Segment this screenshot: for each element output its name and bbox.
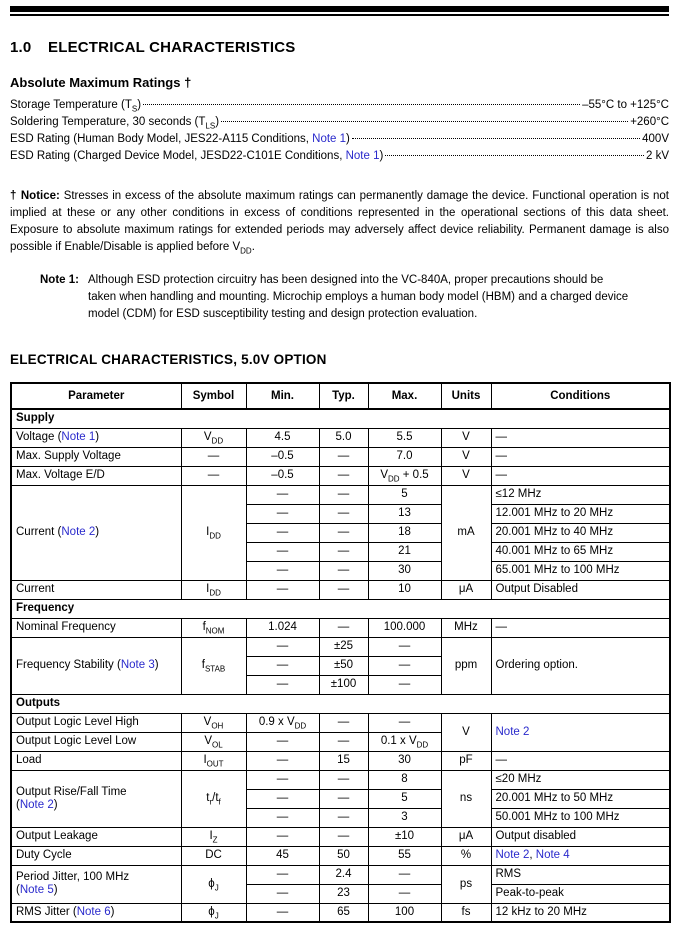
table-cell: 45 xyxy=(246,846,319,865)
column-header: Parameter xyxy=(11,383,181,409)
table-cell: $f_{STAB}$ xyxy=(181,637,246,694)
table-cell: — xyxy=(368,656,441,675)
table-cell: RMS Jitter (Note 6) xyxy=(11,903,181,922)
section-label: Outputs xyxy=(11,694,670,713)
table-cell: $V_{DD} + 0.5$ xyxy=(368,466,441,485)
note-link[interactable]: Note 1 xyxy=(312,133,347,145)
table-cell: — xyxy=(368,637,441,656)
table-cell: μA xyxy=(441,580,491,599)
table-cell: Output Logic Level Low xyxy=(11,732,181,751)
note-link[interactable]: Note 2 xyxy=(495,849,530,861)
table-cell: V xyxy=(441,428,491,447)
table-cell: 12 kHz to 20 MHz xyxy=(491,903,670,922)
table-cell: — xyxy=(368,675,441,694)
table-cell: — xyxy=(246,580,319,599)
table-cell: — xyxy=(319,713,368,732)
table-cell: 5 xyxy=(368,485,441,504)
table-cell: 30 xyxy=(368,751,441,770)
dot-leader xyxy=(352,138,640,139)
table-cell: Load xyxy=(11,751,181,770)
table-cell: 20.001 MHz to 50 MHz xyxy=(491,789,670,808)
table-cell: 15 xyxy=(319,751,368,770)
table-cell: DC xyxy=(181,846,246,865)
table-cell: $I_Z$ xyxy=(181,827,246,846)
column-header: Conditions xyxy=(491,383,670,409)
table-title: ELECTRICAL CHARACTERISTICS, 5.0V OPTION xyxy=(10,352,327,367)
table-cell: 21 xyxy=(368,542,441,561)
notice-paragraph xyxy=(10,188,669,256)
table-cell: — xyxy=(246,561,319,580)
section-row xyxy=(11,409,670,428)
table-cell: V xyxy=(441,447,491,466)
table-cell: — xyxy=(246,675,319,694)
table-row xyxy=(11,827,670,846)
table-cell: 55 xyxy=(368,846,441,865)
note1-label: Note 1: xyxy=(40,274,79,286)
table-cell: ppm xyxy=(441,637,491,694)
table-body xyxy=(11,409,670,922)
table-cell: — xyxy=(491,466,670,485)
table-cell: 20.001 MHz to 40 MHz xyxy=(491,523,670,542)
abs-max-title: Absolute Maximum Ratings † xyxy=(10,75,192,90)
table-cell: 0.9 x $V_{DD}$ xyxy=(246,713,319,732)
table-cell: — xyxy=(246,637,319,656)
section-label: Supply xyxy=(11,409,670,428)
table-cell: fs xyxy=(441,903,491,922)
table-row xyxy=(11,846,670,865)
table-cell: — xyxy=(491,618,670,637)
note-link[interactable]: Note 2 xyxy=(19,798,54,811)
table-row xyxy=(11,903,670,922)
table-cell: — xyxy=(246,485,319,504)
table-cell: $V_{OH}$ xyxy=(181,713,246,732)
column-header: Symbol xyxy=(181,383,246,409)
table-cell: μA xyxy=(441,827,491,846)
table-cell: — xyxy=(368,865,441,884)
table-cell: — xyxy=(246,504,319,523)
top-rule-thick xyxy=(10,6,669,12)
table-cell: — xyxy=(319,618,368,637)
rating-line xyxy=(10,99,669,116)
table-cell xyxy=(491,713,670,751)
note-link[interactable]: Note 5 xyxy=(19,884,54,896)
table-cell: ns xyxy=(441,770,491,827)
table-cell: MHz xyxy=(441,618,491,637)
table-cell: Max. Supply Voltage xyxy=(11,447,181,466)
table-cell: — xyxy=(319,732,368,751)
table-cell: Current (Note 2) xyxy=(11,485,181,580)
table-cell: Note 2, Note 4 xyxy=(491,846,670,865)
section-label: Frequency xyxy=(11,599,670,618)
table-cell: — xyxy=(319,561,368,580)
table-cell: 2.4 xyxy=(319,865,368,884)
rating-line xyxy=(10,116,669,133)
table-cell: 10 xyxy=(368,580,441,599)
table-cell: — xyxy=(246,808,319,827)
table-row xyxy=(11,580,670,599)
table-cell: — xyxy=(246,656,319,675)
dot-leader xyxy=(221,121,628,122)
table-cell: — xyxy=(246,542,319,561)
table-cell: 7.0 xyxy=(368,447,441,466)
table-row xyxy=(11,466,670,485)
table-cell: Output Rise/Fall Time (Note 2) xyxy=(11,770,181,827)
table-cell: $f_{NOM}$ xyxy=(181,618,246,637)
table-cell: 30 xyxy=(368,561,441,580)
table-cell: $t_r/t_f$ xyxy=(181,770,246,827)
table-cell: V xyxy=(441,466,491,485)
electrical-characteristics-table xyxy=(10,382,671,923)
column-header: Units xyxy=(441,383,491,409)
rating-line xyxy=(10,133,669,150)
section-number: 1.0 xyxy=(10,39,32,56)
table-cell: Voltage (Note 1) xyxy=(11,428,181,447)
table-cell: Max. Voltage E/D xyxy=(11,466,181,485)
table-cell: — xyxy=(246,827,319,846)
table-cell: — xyxy=(181,447,246,466)
table-cell: — xyxy=(319,504,368,523)
table-cell: RMS xyxy=(491,865,670,884)
dot-leader xyxy=(143,104,580,105)
table-cell: 1.024 xyxy=(246,618,319,637)
datasheet-page xyxy=(0,6,679,929)
table-cell: Frequency Stability (Note 3) xyxy=(11,637,181,694)
table-cell: — xyxy=(319,827,368,846)
table-cell: 0.1 x $V_{DD}$ xyxy=(368,732,441,751)
section-heading xyxy=(10,39,669,56)
note-link[interactable]: Note 3 xyxy=(120,659,155,671)
table-cell: Ordering option. xyxy=(491,637,670,694)
table-cell: ps xyxy=(441,865,491,903)
dot-leader xyxy=(385,155,644,156)
table-row xyxy=(11,637,670,656)
table-cell: — xyxy=(319,580,368,599)
table-cell: Duty Cycle xyxy=(11,846,181,865)
table-cell: 100 xyxy=(368,903,441,922)
table-cell: $I_{DD}$ xyxy=(181,580,246,599)
column-header: Max. xyxy=(368,383,441,409)
note-link[interactable]: Note 2 xyxy=(495,725,530,738)
rating-label: ESD Rating (Human Body Model, JES22-A115 Conditions, Note 1) xyxy=(10,133,350,145)
rating-label: Storage Temperature $(T_S)$ xyxy=(10,99,142,114)
table-head xyxy=(11,383,670,409)
table-cell: ≤20 MHz xyxy=(491,770,670,789)
section-title: ELECTRICAL CHARACTERISTICS xyxy=(48,39,296,56)
table-cell: ±10 xyxy=(368,827,441,846)
table-cell: Nominal Frequency xyxy=(11,618,181,637)
table-cell: % xyxy=(441,846,491,865)
table-cell: 5 xyxy=(368,789,441,808)
table-cell: ±25 xyxy=(319,637,368,656)
table-cell: $V_{OL}$ xyxy=(181,732,246,751)
table-cell: — xyxy=(319,523,368,542)
table-row xyxy=(11,865,670,884)
table-cell: 5.0 xyxy=(319,428,368,447)
table-cell: Current xyxy=(11,580,181,599)
table-cell: ±100 xyxy=(319,675,368,694)
table-cell: 8 xyxy=(368,770,441,789)
note-link[interactable]: Note 2 xyxy=(61,526,96,538)
table-cell: — xyxy=(368,884,441,903)
table-cell: — xyxy=(246,523,319,542)
table-cell: — xyxy=(319,770,368,789)
table-cell: $I_{DD}$ xyxy=(181,485,246,580)
rating-value: –55°C to +125°C xyxy=(582,99,669,111)
table-cell: — xyxy=(491,428,670,447)
table-row xyxy=(11,713,670,732)
table-cell: 65 xyxy=(319,903,368,922)
table-row xyxy=(11,428,670,447)
table-cell: — xyxy=(319,447,368,466)
table-cell: 13 xyxy=(368,504,441,523)
column-header: Typ. xyxy=(319,383,368,409)
table-cell: — xyxy=(246,865,319,884)
table-cell: Output Logic Level High xyxy=(11,713,181,732)
table-cell: 5.5 xyxy=(368,428,441,447)
table-cell: $\phi_J$ xyxy=(181,865,246,903)
table-cell: — xyxy=(246,789,319,808)
table-cell: $I_{OUT}$ xyxy=(181,751,246,770)
note-link[interactable]: Note 1 xyxy=(345,150,380,162)
note1-text: Although ESD protection circuitry has been designed into the VC-840A, proper precautions should be taken when handling and mounting. Microchip employs a human body model (HBM) and a charged device model (CDM) for ESD susceptibility testing and design protection evaluation. xyxy=(88,274,629,320)
table-cell: 12.001 MHz to 20 MHz xyxy=(491,504,670,523)
table-cell: 50 xyxy=(319,846,368,865)
table-row xyxy=(11,485,670,504)
rating-line xyxy=(10,150,669,167)
column-header: Min. xyxy=(246,383,319,409)
table-cell: — xyxy=(246,903,319,922)
notice-label: † Notice: xyxy=(10,190,60,202)
table-cell: –0.5 xyxy=(246,466,319,485)
table-cell: — xyxy=(319,789,368,808)
table-cell: — xyxy=(491,751,670,770)
top-rule-thin xyxy=(10,14,669,16)
table-cell: — xyxy=(319,542,368,561)
table-row xyxy=(11,618,670,637)
note-link[interactable]: Note 1 xyxy=(61,431,96,443)
section-row xyxy=(11,599,670,618)
table-cell: — xyxy=(368,713,441,732)
table-cell: Peak-to-peak xyxy=(491,884,670,903)
rating-value: +260°C xyxy=(630,116,669,128)
table-cell: $V_{DD}$ xyxy=(181,428,246,447)
note1-block xyxy=(10,272,631,323)
table-cell: — xyxy=(246,751,319,770)
table-cell: 23 xyxy=(319,884,368,903)
table-cell: — xyxy=(491,447,670,466)
table-cell: 100.000 xyxy=(368,618,441,637)
table-cell: 65.001 MHz to 100 MHz xyxy=(491,561,670,580)
table-cell: — xyxy=(246,884,319,903)
table-cell: — xyxy=(319,485,368,504)
header-row xyxy=(11,383,670,409)
abs-max-list xyxy=(10,99,669,167)
section-row xyxy=(11,694,670,713)
rating-value: 2 kV xyxy=(645,150,669,162)
table-cell: 18 xyxy=(368,523,441,542)
table-cell: 3 xyxy=(368,808,441,827)
table-row xyxy=(11,770,670,789)
rating-label: Soldering Temperature, 30 seconds $(T_{LS})$ xyxy=(10,116,220,131)
table-row xyxy=(11,751,670,770)
table-cell: –0.5 xyxy=(246,447,319,466)
table-cell: — xyxy=(181,466,246,485)
table-cell: — xyxy=(319,808,368,827)
table-cell: 40.001 MHz to 65 MHz xyxy=(491,542,670,561)
table-cell: Output disabled xyxy=(491,827,670,846)
table-cell: — xyxy=(319,466,368,485)
table-cell: V xyxy=(441,713,491,751)
table-row xyxy=(11,447,670,466)
notice-text: Stresses in excess of the absolute maximum ratings can permanently damage the device. Functional operation is not implied at these or any other conditions in excess of conditions represented in the operational sections of this data sheet. Exposure to absolute maximum ratings for extended periods may adversely affect device reliability. Permanent damage is also possible if Enable/Disable is applied before $V_{DD}$. xyxy=(10,190,669,256)
table-cell: Period Jitter, 100 MHz (Note 5) xyxy=(11,865,181,903)
note-link[interactable]: Note 6 xyxy=(76,905,111,918)
table-cell: Output Disabled xyxy=(491,580,670,599)
table-cell: — xyxy=(246,732,319,751)
rating-label: ESD Rating (Charged Device Model, JESD22-C101E Conditions, Note 1) xyxy=(10,150,384,162)
table-cell: Output Leakage xyxy=(11,827,181,846)
table-cell: ≤12 MHz xyxy=(491,485,670,504)
table-cell: — xyxy=(246,770,319,789)
table-cell: $\phi_J$ xyxy=(181,903,246,922)
note-link[interactable]: Note 4 xyxy=(535,849,570,861)
table-cell: mA xyxy=(441,485,491,580)
table-cell: 50.001 MHz to 100 MHz xyxy=(491,808,670,827)
table-cell: pF xyxy=(441,751,491,770)
rating-value: 400V xyxy=(642,133,669,145)
table-cell: 4.5 xyxy=(246,428,319,447)
table-cell: ±50 xyxy=(319,656,368,675)
